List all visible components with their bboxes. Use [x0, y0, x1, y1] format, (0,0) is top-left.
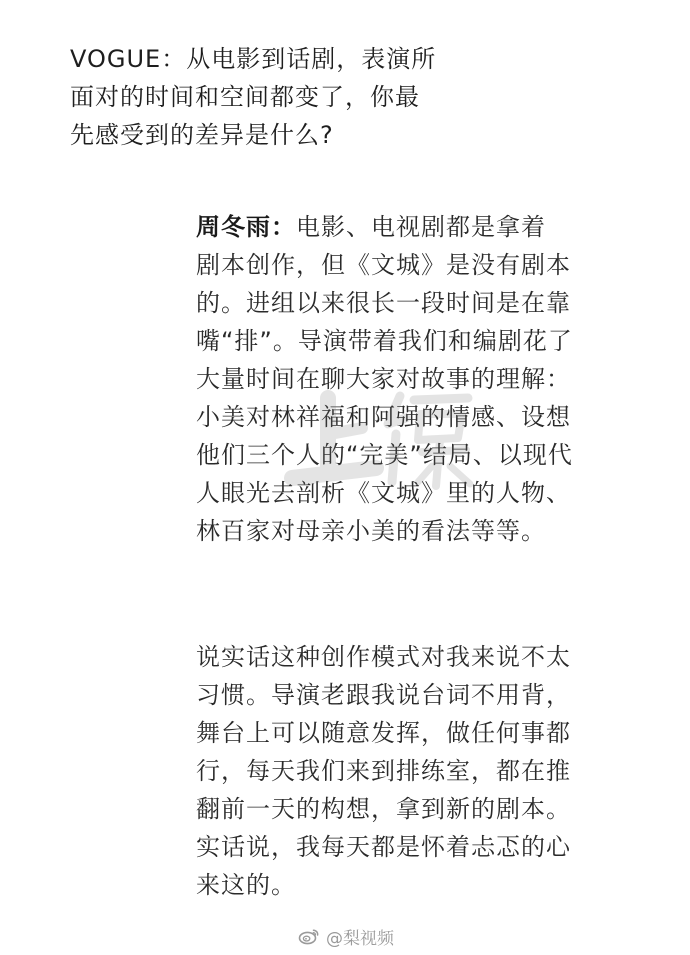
answer-first-line [196, 208, 646, 246]
question-line: 先感受到的差异是什么? [70, 121, 334, 149]
answer-line: 的。进组以来很长一段时间是在靠 [196, 289, 571, 317]
answer-line: 大量时间在聊大家对故事的理解： [196, 365, 571, 393]
answer-line: 习惯。导演老跟我说台词不用背， [196, 681, 571, 709]
answer-line: 小美对林祥福和阿强的情感、设想 [196, 403, 571, 431]
answer-line: 舞台上可以随意发挥，做任何事都 [196, 719, 571, 747]
question-line: VOGUE：从电影到话剧，表演所 [70, 45, 437, 73]
answer-line: 行，每天我们来到排练室，都在推 [196, 757, 571, 785]
answer-line: 剧本创作，但《文城》是没有剧本 [196, 251, 571, 279]
speaker-name: 周冬雨： [196, 213, 296, 241]
answer-paragraph-2 [196, 638, 646, 904]
weibo-icon [298, 927, 320, 945]
watermark-logo [280, 378, 480, 498]
credit-text: @梨视频 [326, 928, 394, 949]
answer-line: 说实话这种创作模式对我来说不太 [196, 643, 571, 671]
answer-line: 嘴“排”。导演带着我们和编剧花了 [196, 327, 573, 355]
answer-line: 来这的。 [196, 871, 296, 899]
answer-line: 他们三个人的“完美”结局、以现代 [196, 441, 573, 469]
answer-line: 翻前一天的构想，拿到新的剧本。 [196, 795, 571, 823]
answer-text: 电影、电视剧都是拿着 [296, 213, 546, 241]
question-line: 面对的时间和空间都变了，你最 [70, 83, 420, 111]
interview-question [70, 40, 530, 154]
source-credit [298, 924, 394, 948]
answer-line: 林百家对母亲小美的看法等等。 [196, 517, 546, 545]
answer-line: 实话说，我每天都是怀着忐忑的心 [196, 833, 571, 861]
answer-line: 人眼光去剖析《文城》里的人物、 [196, 479, 571, 507]
